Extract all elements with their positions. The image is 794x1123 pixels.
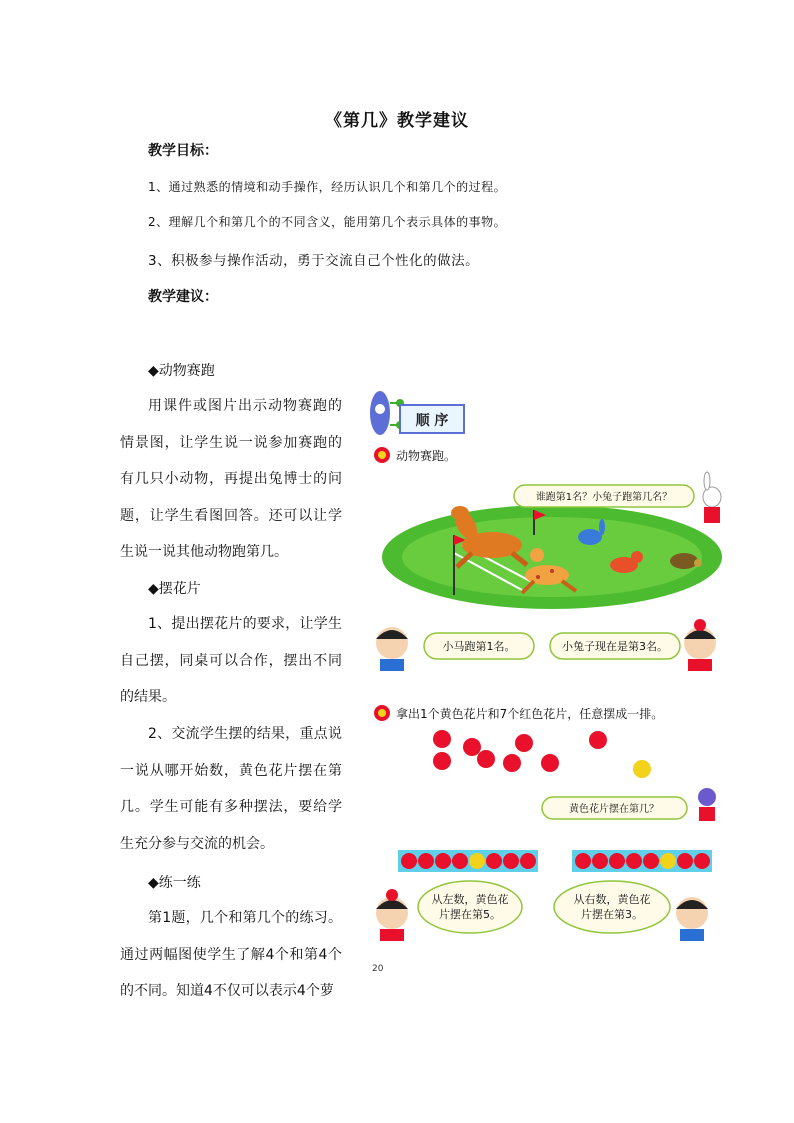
question-rabbit: 谁跑第1名？小兔子跑第几名？ [535, 492, 673, 503]
right-answer-line1: 从右数，黄色花 [573, 893, 651, 906]
question-flower: 黄色花片摆在第几？ [569, 804, 659, 815]
boy-face-2 [676, 897, 708, 941]
paragraph-practice: 第1题，几个和第几个的练习。通过两幅图使学生了解4个和第4个的不同。知道4不仅可以表示4个萝 [120, 910, 342, 999]
goal-item: 1、通过熟悉的情境和动手操作，经历认识几个和第几个的过程。 [148, 180, 507, 194]
girl-face-2 [376, 889, 408, 941]
boy-says: 小马跑第1名。 [442, 640, 516, 653]
paragraph-flowers-1: 1、提出摆花片的要求，让学生自己摆，同桌可以合作，摆出不同的结果。 [120, 616, 342, 705]
flower-bullet-icon [374, 705, 390, 721]
page-number: 20 [372, 964, 384, 974]
task-text: 拿出1个黄色花片和7个红色花片，任意摆成一排。 [396, 707, 664, 721]
girl-face [684, 619, 716, 671]
goal-item: 2、理解几个和第几个的不同含义，能用第几个表示具体的事物。 [148, 215, 507, 229]
suggestions-heading: 教学建议： [148, 289, 218, 305]
paragraph-race: 用课件或图片出示动物赛跑的情景图，让学生说一说参加赛跑的有几只小动物，再提出兔博士的问题，让学生看图回答。还可以让学生说一说其他动物跑第几。 [120, 398, 342, 560]
paragraph-flowers-2: 2、交流学生摆的结果，重点说一说从哪开始数，黄色花片摆在第几。学生可能有多种摆法，要给学生充分参与交流的机会。 [120, 726, 342, 852]
label-race: 动物赛跑。 [396, 449, 457, 463]
boy-face [376, 627, 408, 671]
section-title-practice: ◆练一练 [148, 875, 201, 891]
goal-item: 3、积极参与操作活动，勇于交流自己个性化的做法。 [148, 253, 480, 269]
section-title-flowers: ◆摆花片 [148, 581, 201, 597]
page-title: 《第几》教学建议 [325, 111, 469, 131]
right-answer-line2: 片摆在第3。 [581, 908, 643, 921]
section-title-race: ◆动物赛跑 [148, 363, 215, 379]
left-answer-line1: 从左数，黄色花 [431, 893, 509, 906]
girl-says: 小兔子现在是第3名。 [562, 640, 668, 653]
cat-doctor [698, 788, 716, 821]
goals-heading: 教学目标： [148, 143, 218, 159]
banner [370, 391, 464, 435]
scattered-flowers [433, 730, 651, 778]
banner-text: 顺 序 [415, 413, 449, 429]
left-answer-line2: 片摆在第5。 [439, 908, 501, 921]
textbook-illustration [362, 385, 722, 980]
rabbit-doctor [703, 472, 721, 523]
flower-bullet-icon [374, 447, 390, 463]
